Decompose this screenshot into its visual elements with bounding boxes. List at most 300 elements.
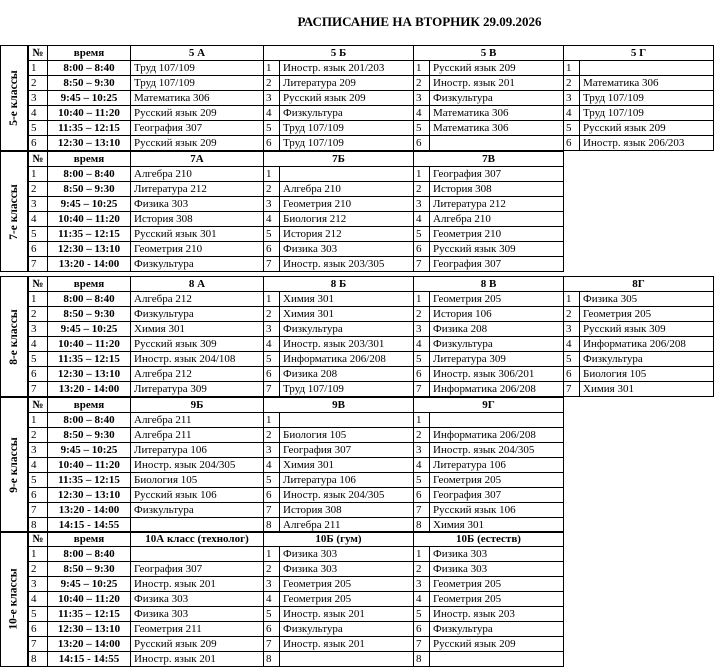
subject-cell: Русский язык 209 — [580, 121, 714, 136]
lesson-number: 3 — [29, 322, 48, 337]
lesson-time: 13:20 - 14:00 — [48, 382, 131, 397]
lesson-number: 4 — [414, 212, 430, 227]
class-header: 8 А — [131, 277, 264, 292]
lesson-number: 6 — [264, 367, 280, 382]
lesson-number: 2 — [414, 562, 430, 577]
subject-cell: Физика 303 — [430, 562, 564, 577]
lesson-time: 11:35 – 12:15 — [48, 352, 131, 367]
lesson-time: 8:50 – 9:30 — [48, 76, 131, 91]
subject-cell: Русский язык 301 — [131, 227, 264, 242]
lesson-number: 3 — [264, 91, 280, 106]
schedule-block — [0, 151, 719, 272]
table-row — [29, 382, 714, 397]
table-row — [29, 227, 564, 242]
lesson-number: 5 — [264, 352, 280, 367]
lesson-number: 5 — [414, 473, 430, 488]
class-header: 9Г — [414, 398, 564, 413]
class-header: 5 Г — [564, 46, 714, 61]
subject-cell: Русский язык 309 — [580, 322, 714, 337]
lesson-number: 6 — [264, 136, 280, 151]
subject-cell: Иностр. язык 204/305 — [430, 443, 564, 458]
lesson-number: 2 — [264, 428, 280, 443]
lesson-time: 9:45 – 10:25 — [48, 197, 131, 212]
subject-cell: Иностр. язык 203/305 — [280, 257, 414, 272]
lesson-number: 8 — [264, 518, 280, 533]
lesson-time: 9:45 – 10:25 — [48, 91, 131, 106]
schedule-block — [0, 45, 719, 151]
table-row — [29, 592, 564, 607]
lesson-number: 8 — [264, 652, 280, 667]
grade-label — [0, 276, 28, 397]
table-row — [29, 167, 564, 182]
class-header: 7А — [131, 152, 264, 167]
lesson-number: 5 — [29, 227, 48, 242]
subject-cell: Геометрия 210 — [430, 227, 564, 242]
lesson-number: 3 — [414, 197, 430, 212]
subject-cell: Иностр. язык 204/305 — [131, 458, 264, 473]
header-row — [29, 46, 714, 61]
lesson-time: 12:30 – 13:10 — [48, 622, 131, 637]
subject-cell: Алгебра 212 — [131, 292, 264, 307]
lesson-number: 2 — [264, 562, 280, 577]
lesson-time: 8:50 – 9:30 — [48, 307, 131, 322]
subject-cell: География 307 — [430, 167, 564, 182]
lesson-number: 3 — [29, 91, 48, 106]
schedule-block — [0, 397, 719, 533]
number-header: № — [29, 277, 48, 292]
grade-label-text: 7-е классы — [8, 183, 21, 240]
lesson-number: 2 — [414, 182, 430, 197]
table-row — [29, 292, 714, 307]
number-header: № — [29, 398, 48, 413]
lesson-number: 5 — [264, 121, 280, 136]
subject-cell: География 307 — [131, 562, 264, 577]
lesson-number: 1 — [264, 61, 280, 76]
subject-cell: История 212 — [280, 227, 414, 242]
table-row — [29, 136, 714, 151]
lesson-time: 8:50 – 9:30 — [48, 428, 131, 443]
subject-cell: Иностр. язык 203 — [430, 607, 564, 622]
lesson-number: 6 — [564, 136, 580, 151]
lesson-time: 12:30 – 13:10 — [48, 488, 131, 503]
lesson-number: 5 — [29, 473, 48, 488]
grade-label — [0, 45, 28, 151]
lesson-number: 5 — [564, 352, 580, 367]
lesson-number: 4 — [264, 592, 280, 607]
subject-cell: Химия 301 — [280, 458, 414, 473]
subject-cell: Русский язык 309 — [131, 337, 264, 352]
lesson-number: 2 — [414, 428, 430, 443]
lesson-number: 1 — [29, 61, 48, 76]
lesson-number: 6 — [264, 488, 280, 503]
lesson-number: 1 — [264, 167, 280, 182]
grade-label-text: 5-е классы — [8, 70, 21, 126]
subject-cell: Литература 212 — [430, 197, 564, 212]
lesson-number: 8 — [29, 518, 48, 533]
lesson-time: 8:00 – 8:40 — [48, 61, 131, 76]
subject-cell: Иностр. язык 203/301 — [280, 337, 414, 352]
lesson-number: 7 — [414, 382, 430, 397]
subject-cell: Физика 208 — [280, 367, 414, 382]
class-header: 9В — [264, 398, 414, 413]
lesson-number: 1 — [29, 292, 48, 307]
lesson-number: 1 — [564, 292, 580, 307]
lesson-number: 7 — [264, 503, 280, 518]
table-row — [29, 322, 714, 337]
subject-cell: Русский язык 209 — [430, 637, 564, 652]
header-row — [29, 277, 714, 292]
subject-cell: Геометрия 205 — [430, 292, 564, 307]
table-row — [29, 337, 714, 352]
lesson-number: 4 — [414, 106, 430, 121]
subject-cell: Иностр. язык 201/203 — [280, 61, 414, 76]
lesson-time: 8:50 – 9:30 — [48, 182, 131, 197]
lesson-number: 1 — [264, 547, 280, 562]
subject-cell: Литература 309 — [430, 352, 564, 367]
class-header: 8 Б — [264, 277, 414, 292]
lesson-number: 2 — [29, 307, 48, 322]
subject-cell: Русский язык 209 — [131, 136, 264, 151]
subject-cell: Геометрия 205 — [430, 592, 564, 607]
lesson-time: 13:20 - 14:00 — [48, 257, 131, 272]
subject-cell: Информатика 206/208 — [430, 428, 564, 443]
subject-cell: Математика 306 — [580, 76, 714, 91]
lesson-number: 2 — [29, 76, 48, 91]
lesson-time: 13:20 - 14:00 — [48, 503, 131, 518]
lesson-number: 6 — [414, 242, 430, 257]
subject-cell: Иностр. язык 204/305 — [280, 488, 414, 503]
lesson-number: 7 — [29, 503, 48, 518]
lesson-time: 11:35 – 12:15 — [48, 473, 131, 488]
subject-cell: Иностр. язык 201 — [430, 76, 564, 91]
lesson-number: 4 — [264, 458, 280, 473]
lesson-number: 5 — [264, 607, 280, 622]
subject-cell: Физика 303 — [131, 197, 264, 212]
table-row — [29, 212, 564, 227]
table-row — [29, 622, 564, 637]
lesson-number: 4 — [414, 458, 430, 473]
subject-cell: Иностр. язык 201 — [280, 607, 414, 622]
table-row — [29, 106, 714, 121]
lesson-number: 1 — [414, 167, 430, 182]
subject-cell: Химия 301 — [131, 322, 264, 337]
schedule-table — [28, 276, 714, 397]
lesson-number: 6 — [29, 367, 48, 382]
subject-cell: География 307 — [280, 443, 414, 458]
number-header: № — [29, 532, 48, 547]
lesson-time: 10:40 – 11:20 — [48, 458, 131, 473]
subject-cell: Русский язык 209 — [430, 61, 564, 76]
lesson-time: 12:30 – 13:10 — [48, 242, 131, 257]
lesson-time: 10:40 – 11:20 — [48, 337, 131, 352]
subject-cell: Труд 107/109 — [280, 382, 414, 397]
table-row — [29, 488, 564, 503]
lesson-number: 7 — [414, 257, 430, 272]
subject-cell: Русский язык 106 — [131, 488, 264, 503]
lesson-number: 1 — [414, 413, 430, 428]
subject-cell: Труд 107/109 — [280, 136, 414, 151]
subject-cell — [131, 547, 264, 562]
schedule-table — [28, 151, 564, 272]
lesson-number: 4 — [414, 337, 430, 352]
table-row — [29, 197, 564, 212]
table-row — [29, 367, 714, 382]
subject-cell: Физика 303 — [280, 562, 414, 577]
subject-cell: Физика 305 — [580, 292, 714, 307]
table-row — [29, 473, 564, 488]
lesson-number: 1 — [564, 61, 580, 76]
lesson-number: 6 — [29, 242, 48, 257]
lesson-number: 1 — [414, 547, 430, 562]
lesson-number: 7 — [29, 382, 48, 397]
subject-cell: География 307 — [430, 488, 564, 503]
subject-cell: Физкультура — [280, 106, 414, 121]
subject-cell: Алгебра 212 — [131, 367, 264, 382]
lesson-number: 7 — [414, 637, 430, 652]
lesson-time: 9:45 – 10:25 — [48, 577, 131, 592]
lesson-number: 2 — [414, 76, 430, 91]
table-row — [29, 257, 564, 272]
lesson-number: 5 — [414, 121, 430, 136]
subject-cell: Химия 301 — [580, 382, 714, 397]
subject-cell: Труд 107/109 — [580, 91, 714, 106]
grade-label-text: 8-е классы — [8, 308, 21, 365]
lesson-number: 7 — [264, 382, 280, 397]
subject-cell: Труд 107/109 — [580, 106, 714, 121]
subject-cell — [280, 167, 414, 182]
lesson-number: 4 — [564, 106, 580, 121]
lesson-number: 3 — [414, 322, 430, 337]
schedule-table — [28, 531, 564, 667]
lesson-number: 2 — [29, 428, 48, 443]
subject-cell: Химия 301 — [280, 307, 414, 322]
lesson-number: 2 — [29, 182, 48, 197]
subject-cell: Физкультура — [580, 352, 714, 367]
subject-cell: Физика 303 — [280, 547, 414, 562]
lesson-number: 2 — [29, 562, 48, 577]
subject-cell: Русский язык 309 — [430, 242, 564, 257]
subject-cell: Биология 105 — [580, 367, 714, 382]
subject-cell: Иностр. язык 201 — [280, 637, 414, 652]
subject-cell: Иностр. язык 206/203 — [580, 136, 714, 151]
subject-cell: Математика 306 — [430, 121, 564, 136]
lesson-number: 2 — [564, 76, 580, 91]
grade-label-text: 9-е классы — [8, 437, 21, 493]
schedule-block — [0, 276, 719, 397]
subject-cell: Геометрия 205 — [430, 473, 564, 488]
lesson-number: 5 — [414, 227, 430, 242]
lesson-time: 8:00 – 8:40 — [48, 547, 131, 562]
table-row — [29, 352, 714, 367]
lesson-time: 14:15 - 14:55 — [48, 652, 131, 667]
table-row — [29, 443, 564, 458]
lesson-time: 8:00 – 8:40 — [48, 167, 131, 182]
table-row — [29, 76, 714, 91]
lesson-number: 4 — [29, 212, 48, 227]
table-row — [29, 652, 564, 667]
subject-cell: Литература 212 — [131, 182, 264, 197]
lesson-number: 1 — [29, 413, 48, 428]
grade-label — [0, 397, 28, 533]
subject-cell: Биология 212 — [280, 212, 414, 227]
lesson-number: 2 — [264, 307, 280, 322]
subject-cell: Иностр. язык 201 — [131, 652, 264, 667]
subject-cell: Геометрия 205 — [280, 577, 414, 592]
table-row — [29, 182, 564, 197]
subject-cell — [280, 652, 414, 667]
subject-cell: Физкультура — [430, 91, 564, 106]
subject-cell: Литература 106 — [280, 473, 414, 488]
subject-cell: Алгебра 210 — [280, 182, 414, 197]
header-row — [29, 152, 564, 167]
lesson-number: 5 — [29, 121, 48, 136]
subject-cell: Алгебра 211 — [131, 413, 264, 428]
table-row — [29, 121, 714, 136]
table-row — [29, 428, 564, 443]
table-row — [29, 242, 564, 257]
lesson-number: 3 — [414, 443, 430, 458]
subject-cell: Физкультура — [280, 322, 414, 337]
subject-cell: Русский язык 209 — [280, 91, 414, 106]
lesson-number: 2 — [264, 182, 280, 197]
subject-cell: Алгебра 210 — [430, 212, 564, 227]
subject-cell: Иностр. язык 204/108 — [131, 352, 264, 367]
subject-cell: Русский язык 209 — [131, 637, 264, 652]
header-row — [29, 532, 564, 547]
lesson-time: 10:40 – 11:20 — [48, 592, 131, 607]
class-header: 7Б — [264, 152, 414, 167]
number-header: № — [29, 152, 48, 167]
lesson-number: 3 — [414, 91, 430, 106]
subject-cell: Математика 306 — [430, 106, 564, 121]
lesson-number: 5 — [414, 607, 430, 622]
table-row — [29, 562, 564, 577]
grade-label — [0, 531, 28, 667]
table-row — [29, 547, 564, 562]
lesson-number: 3 — [264, 443, 280, 458]
time-header: время — [48, 277, 131, 292]
lesson-number: 5 — [29, 607, 48, 622]
lesson-number: 5 — [264, 473, 280, 488]
subject-cell: Геометрия 210 — [280, 197, 414, 212]
lesson-number: 6 — [414, 488, 430, 503]
lesson-number: 4 — [264, 212, 280, 227]
grade-label — [0, 151, 28, 272]
class-header: 7В — [414, 152, 564, 167]
lesson-number: 7 — [414, 503, 430, 518]
lesson-time: 14:15 - 14:55 — [48, 518, 131, 533]
lesson-number: 3 — [29, 577, 48, 592]
subject-cell: Алгебра 211 — [131, 428, 264, 443]
subject-cell: Информатика 206/208 — [280, 352, 414, 367]
subject-cell: Иностр. язык 306/201 — [430, 367, 564, 382]
subject-cell: Труд 107/109 — [131, 61, 264, 76]
subject-cell: Труд 107/109 — [131, 76, 264, 91]
class-header: 8 В — [414, 277, 564, 292]
lesson-number: 6 — [414, 136, 430, 151]
subject-cell: Информатика 206/208 — [580, 337, 714, 352]
table-row — [29, 307, 714, 322]
lesson-time: 11:35 – 12:15 — [48, 227, 131, 242]
lesson-number: 3 — [29, 443, 48, 458]
subject-cell: Литература 309 — [131, 382, 264, 397]
lesson-number: 6 — [414, 622, 430, 637]
class-header: 10А класс (технолог) — [131, 532, 264, 547]
lesson-number: 6 — [264, 622, 280, 637]
subject-cell: География 307 — [131, 121, 264, 136]
lesson-number: 5 — [264, 227, 280, 242]
page-title: РАСПИСАНИЕ НА ВТОРНИК 29.09.2026 — [297, 14, 542, 29]
lesson-time: 11:35 – 12:15 — [48, 607, 131, 622]
lesson-time: 9:45 – 10:25 — [48, 322, 131, 337]
time-header: время — [48, 152, 131, 167]
lesson-time: 8:00 – 8:40 — [48, 413, 131, 428]
table-row — [29, 413, 564, 428]
subject-cell: Русский язык 106 — [430, 503, 564, 518]
class-header: 5 А — [131, 46, 264, 61]
class-header: 5 В — [414, 46, 564, 61]
lesson-number: 3 — [564, 322, 580, 337]
subject-cell: Алгебра 211 — [280, 518, 414, 533]
lesson-number: 5 — [564, 121, 580, 136]
subject-cell: Литература 209 — [280, 76, 414, 91]
lesson-number: 4 — [29, 592, 48, 607]
lesson-number: 3 — [264, 322, 280, 337]
subject-cell: Физика 208 — [430, 322, 564, 337]
lesson-number: 3 — [264, 197, 280, 212]
subject-cell: Физкультура — [131, 257, 264, 272]
lesson-number: 7 — [29, 637, 48, 652]
lesson-number: 7 — [29, 257, 48, 272]
table-row — [29, 91, 714, 106]
lesson-time: 12:30 – 13:10 — [48, 367, 131, 382]
subject-cell: Геометрия 210 — [131, 242, 264, 257]
lesson-number: 5 — [414, 352, 430, 367]
lesson-time: 9:45 – 10:25 — [48, 443, 131, 458]
class-header: 10Б (естеств) — [414, 532, 564, 547]
subject-cell: Физика 303 — [131, 592, 264, 607]
table-row — [29, 61, 714, 76]
lesson-time: 8:00 – 8:40 — [48, 292, 131, 307]
lesson-number: 4 — [414, 592, 430, 607]
subject-cell — [280, 413, 414, 428]
class-header: 5 Б — [264, 46, 414, 61]
lesson-time: 13:20 – 14:00 — [48, 637, 131, 652]
subject-cell: Физика 303 — [430, 547, 564, 562]
subject-cell: Химия 301 — [280, 292, 414, 307]
subject-cell: Химия 301 — [430, 518, 564, 533]
subject-cell: Информатика 206/208 — [430, 382, 564, 397]
subject-cell — [430, 413, 564, 428]
lesson-number: 1 — [264, 292, 280, 307]
subject-cell: История 308 — [131, 212, 264, 227]
lesson-number: 7 — [264, 257, 280, 272]
subject-cell: Физика 303 — [131, 607, 264, 622]
table-row — [29, 607, 564, 622]
subject-cell: Литература 106 — [131, 443, 264, 458]
subject-cell: История 106 — [430, 307, 564, 322]
lesson-number: 1 — [29, 167, 48, 182]
table-row — [29, 458, 564, 473]
lesson-time: 8:50 – 9:30 — [48, 562, 131, 577]
subject-cell: Русский язык 209 — [131, 106, 264, 121]
subject-cell: Математика 306 — [131, 91, 264, 106]
lesson-number: 3 — [564, 91, 580, 106]
lesson-number: 6 — [264, 242, 280, 257]
lesson-number: 4 — [264, 337, 280, 352]
lesson-time: 11:35 – 12:15 — [48, 121, 131, 136]
lesson-number: 1 — [414, 292, 430, 307]
